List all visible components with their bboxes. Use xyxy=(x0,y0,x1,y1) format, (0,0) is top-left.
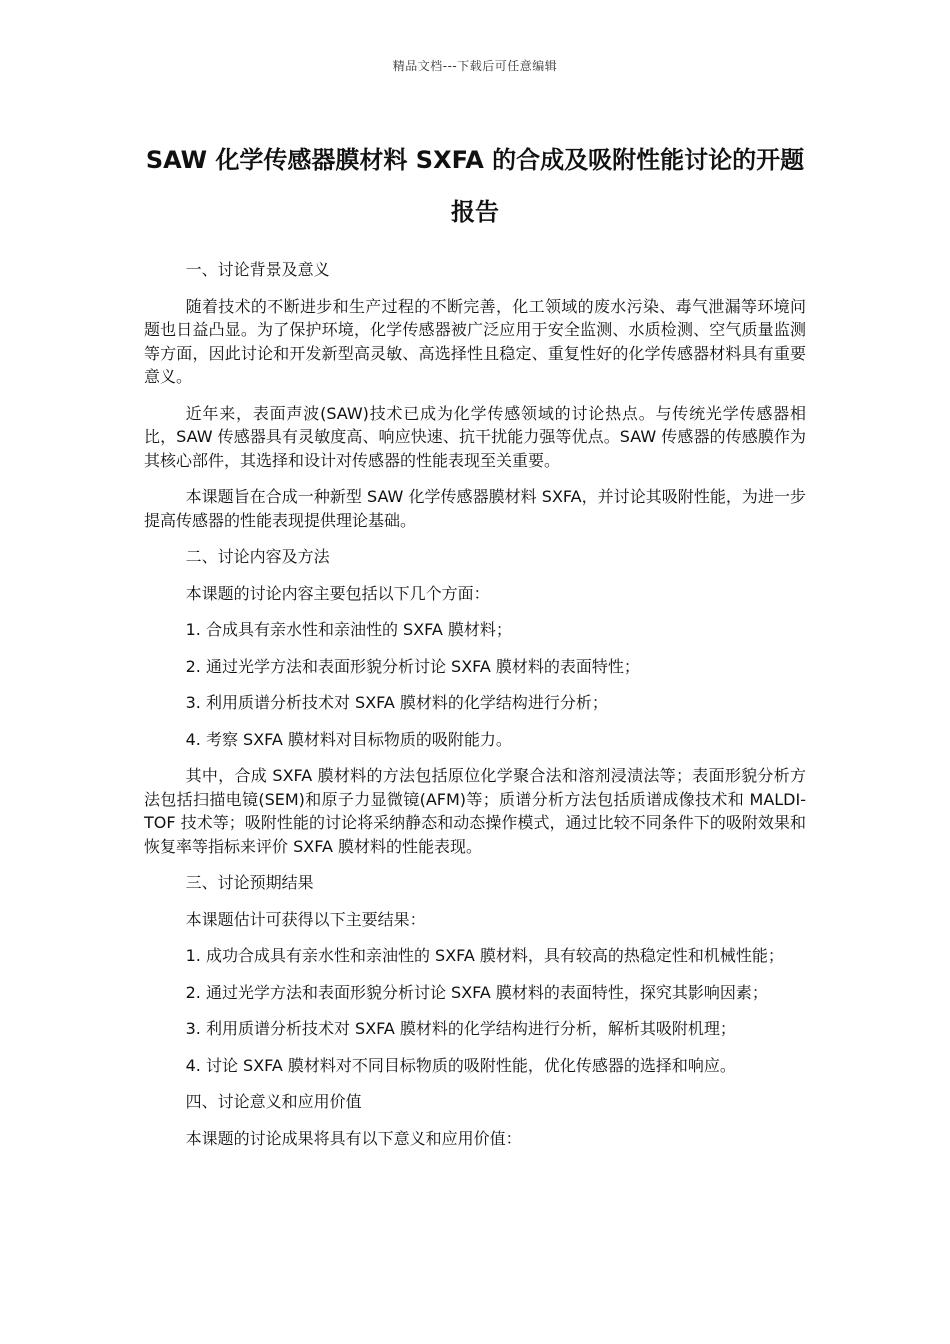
paragraph: 近年来，表面声波(SAW)技术已成为化学传感领域的讨论热点。与传统光学传感器相比，SAW 传感器具有灵敏度高、响应快速、抗干扰能力强等优点。SAW 传感器的传感膜作为其核心部件，其选择和设计对传感器的性能表现至关重要。 xyxy=(144,403,806,470)
section-heading-background: 一、讨论背景及意义 xyxy=(185,260,330,279)
paragraph: 本课题的讨论成果将具有以下意义和应用价值： xyxy=(185,1128,522,1148)
list-item: 2. 通过光学方法和表面形貌分析讨论 SXFA 膜材料的表面特性； xyxy=(185,656,640,676)
list-item: 3. 利用质谱分析技术对 SXFA 膜材料的化学结构进行分析，解析其吸附机理； xyxy=(185,1019,736,1038)
list-item: 3. 利用质谱分析技术对 SXFA 膜材料的化学结构进行分析； xyxy=(185,693,608,712)
list-item: 4. 讨论 SXFA 膜材料对不同目标物质的吸附性能，优化传感器的选择和响应。 xyxy=(185,1055,736,1075)
list-item: 1. 合成具有亲水性和亲油性的 SXFA 膜材料； xyxy=(185,620,512,639)
section-heading-significance: 四、讨论意义和应用价值 xyxy=(185,1092,362,1111)
list-item: 2. 通过光学方法和表面形貌分析讨论 SXFA 膜材料的表面特性，探究其影响因素； xyxy=(185,982,768,1002)
paragraph: 本课题旨在合成一种新型 SAW 化学传感器膜材料 SXFA，并讨论其吸附性能，为进一步提高传感器的性能表现提供理论基础。 xyxy=(144,487,806,530)
paragraph: 随着技术的不断进步和生产过程的不断完善，化工领域的废水污染、毒气泄漏等环境问题也日益凸显。为了保护环境，化学传感器被广泛应用于安全监测、水质检测、空气质量监测等方面，因此讨论和开发新型高灵敏、高选择性且稳定、重复性好的化学传感器材料具有重要意义。 xyxy=(144,296,806,386)
section-heading-expected-results: 三、讨论预期结果 xyxy=(185,873,314,892)
document-body xyxy=(144,258,806,1163)
section-heading-content-methods: 二、讨论内容及方法 xyxy=(185,547,330,566)
paragraph: 其中，合成 SXFA 膜材料的方法包括原位化学聚合法和溶剂浸渍法等；表面形貌分析方法包括扫描电镜(SEM)和原子力显微镜(AFM)等；质谱分析方法包括质谱成像技术和 MALDI-TOF 技术等；吸附性能的讨论将采纳静态和动态操作模式，通过比较不同条件下的吸附效果和恢复率等指标来评价 SXFA 膜材料的性能表现。 xyxy=(144,766,806,856)
paragraph: 本课题的讨论内容主要包括以下几个方面： xyxy=(185,583,490,603)
list-item: 4. 考察 SXFA 膜材料对目标物质的吸附能力。 xyxy=(185,729,512,749)
paragraph: 本课题估计可获得以下主要结果： xyxy=(185,909,426,929)
document-title: SAW 化学传感器膜材料 SXFA 的合成及吸附性能讨论的开题报告 xyxy=(145,146,805,226)
list-item: 1. 成功合成具有亲水性和亲油性的 SXFA 膜材料，具有较高的热稳定性和机械性能； xyxy=(185,946,784,965)
page-header: 精品文档---下载后可任意编辑 xyxy=(392,59,558,73)
